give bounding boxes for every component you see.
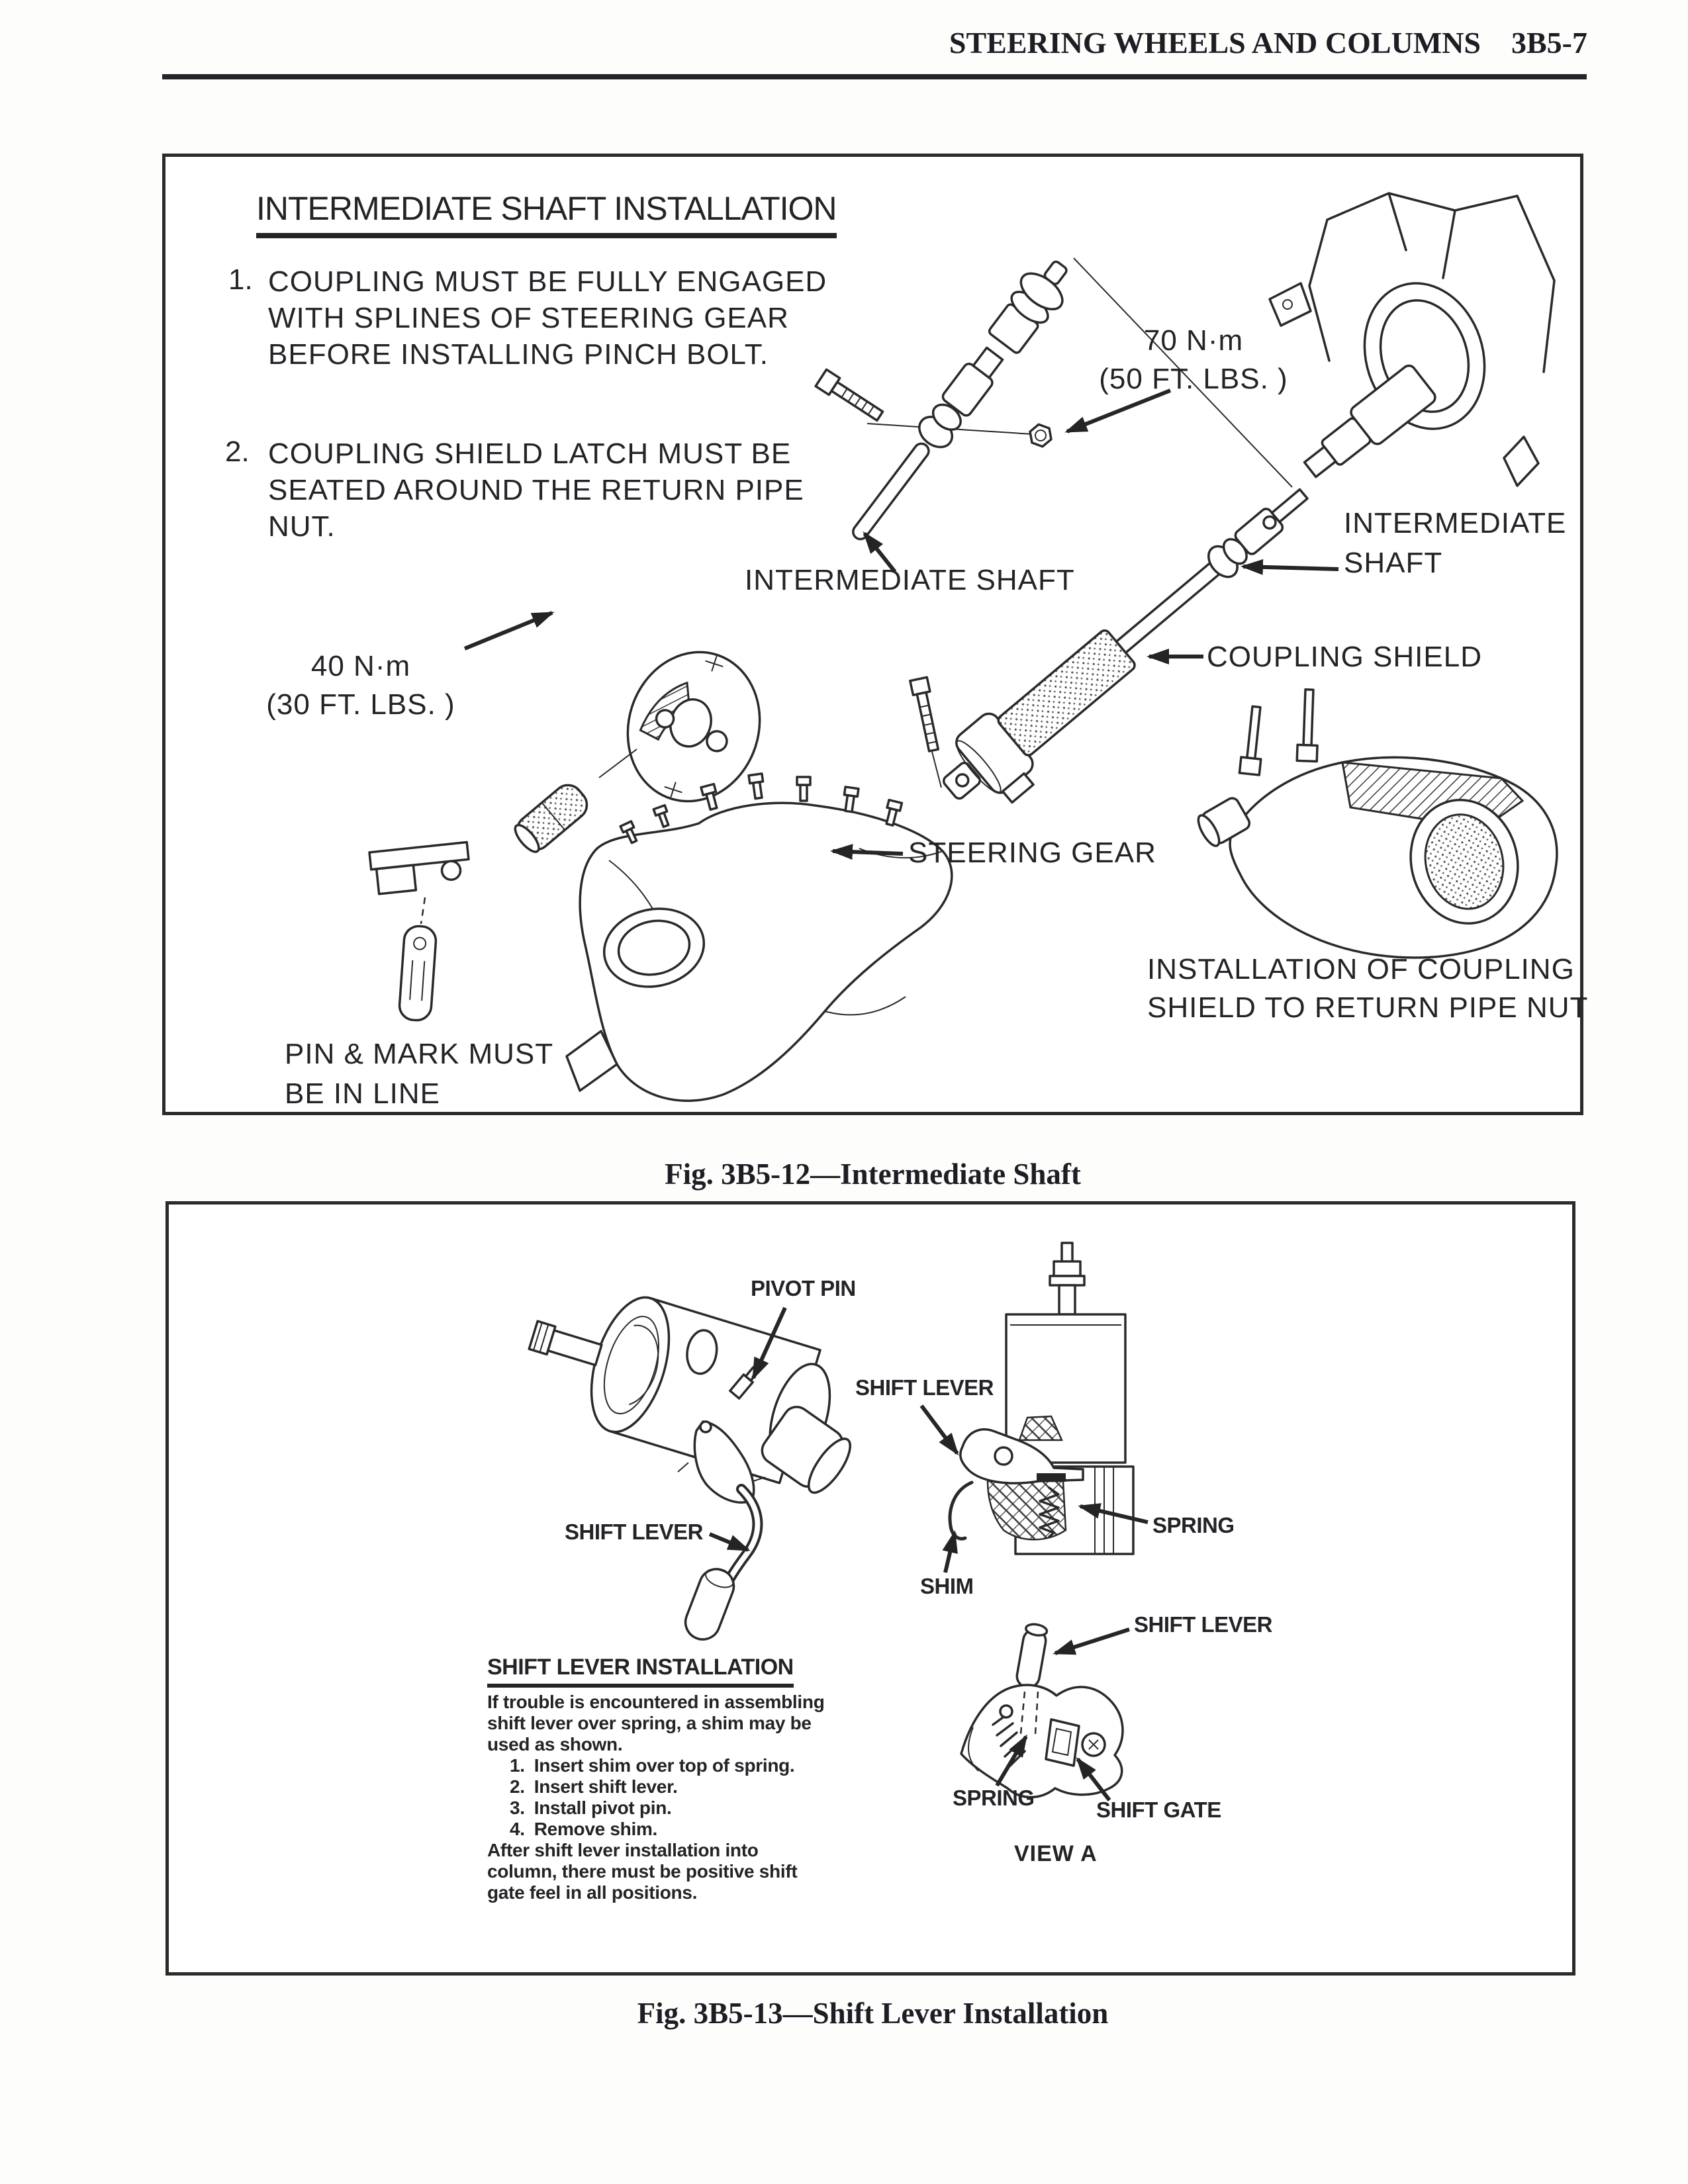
note2-number: 2.: [225, 435, 250, 468]
torque-40nm-label: 40 N·m (30 FT. LBS. ): [266, 650, 455, 721]
header-title: STEERING WHEELS AND COLUMNS: [949, 26, 1481, 60]
note2-text: COUPLING SHIELD LATCH MUST BE SEATED AROUND THE RETURN PIPE NUT.: [268, 437, 804, 543]
spring-label-view: SPRING: [953, 1786, 1035, 1810]
shift-lever-installation-heading: SHIFT LEVER INSTALLATION: [487, 1655, 794, 1688]
pin-and-bracket: [369, 842, 471, 1021]
splined-stub: [510, 779, 592, 856]
steering-column-sketch: [513, 1269, 857, 1645]
install-step: 2. Insert shift lever.: [510, 1776, 678, 1797]
shift-lever-installation-paragraph: If trouble is encountered in assembling shift lever over spring, a shim may be used as shown. 1. Insert shim over top of spring. 2. Insert shift lever. 3. Install pivot pin. 4. Remove shim. After shift lever installation into column, there must be positive shift gate feel in all positions.: [487, 1692, 825, 1903]
intermediate-shaft-label-right-line2: SHAFT: [1344, 547, 1443, 579]
intermediate-shaft-label-left: INTERMEDIATE SHAFT: [745, 564, 1075, 596]
spring-label-mid: SPRING: [1152, 1513, 1235, 1537]
install-step: 3. Install pivot pin.: [510, 1797, 672, 1818]
steering-gear-label: STEERING GEAR: [908, 837, 1156, 869]
coupling-shield-label: COUPLING SHIELD: [1207, 641, 1482, 673]
figure1-caption: Fig. 3B5-12—Intermediate Shaft: [665, 1158, 1081, 1191]
figure1-heading: INTERMEDIATE SHAFT INSTALLATION: [256, 189, 837, 238]
pinch-bolt: [816, 369, 885, 424]
install-step: 4. Remove shim.: [510, 1819, 658, 1839]
gear-coupling-bolt: [910, 677, 942, 752]
note1-number: 1.: [228, 263, 253, 296]
shift-lever-label-left: SHIFT LEVER: [565, 1520, 704, 1544]
shift-lever-label-view: SHIFT LEVER: [1134, 1612, 1273, 1637]
install-step: 1. Insert shim over top of spring.: [510, 1755, 795, 1776]
steering-gear-sketch: [567, 774, 952, 1101]
coupling-shield-detail: [1194, 689, 1557, 958]
view-a-sketch: [961, 1623, 1123, 1797]
header-page-number: 3B5-7: [1511, 26, 1587, 60]
header-rule: [162, 74, 1587, 79]
pivot-pin-label: PIVOT PIN: [751, 1276, 856, 1300]
dash-panel-sketch: [1270, 193, 1554, 487]
shim-label: SHIM: [920, 1574, 974, 1598]
pin-mark-label-line1: PIN & MARK MUST: [285, 1038, 554, 1070]
torque-70nm-label: 70 N·m (50 FT. LBS. ): [1099, 324, 1288, 395]
pinch-bolt-nut: [1027, 422, 1055, 448]
note1-text: COUPLING MUST BE FULLY ENGAGED WITH SPLINES OF STEERING GEAR BEFORE INSTALLING PINCH BOLT.: [268, 265, 827, 371]
figure2-drawing: [165, 1201, 1575, 1976]
page-header: [949, 25, 1587, 60]
view-a-label: VIEW A: [1014, 1841, 1098, 1866]
upper-intermediate-shaft: [837, 251, 1080, 552]
installation-label-line1: INSTALLATION OF COUPLING: [1147, 953, 1575, 985]
intermediate-shaft-label-right-line1: INTERMEDIATE: [1344, 507, 1567, 539]
shift-lever-label-mid: SHIFT LEVER: [855, 1375, 994, 1400]
installation-label-line2: SHIELD TO RETURN PIPE NUT: [1147, 991, 1589, 1024]
shift-gate-label: SHIFT GATE: [1096, 1797, 1221, 1822]
figure2-caption: Fig. 3B5-13—Shift Lever Installation: [637, 1997, 1109, 2030]
pin-mark-label-line2: BE IN LINE: [285, 1077, 440, 1110]
